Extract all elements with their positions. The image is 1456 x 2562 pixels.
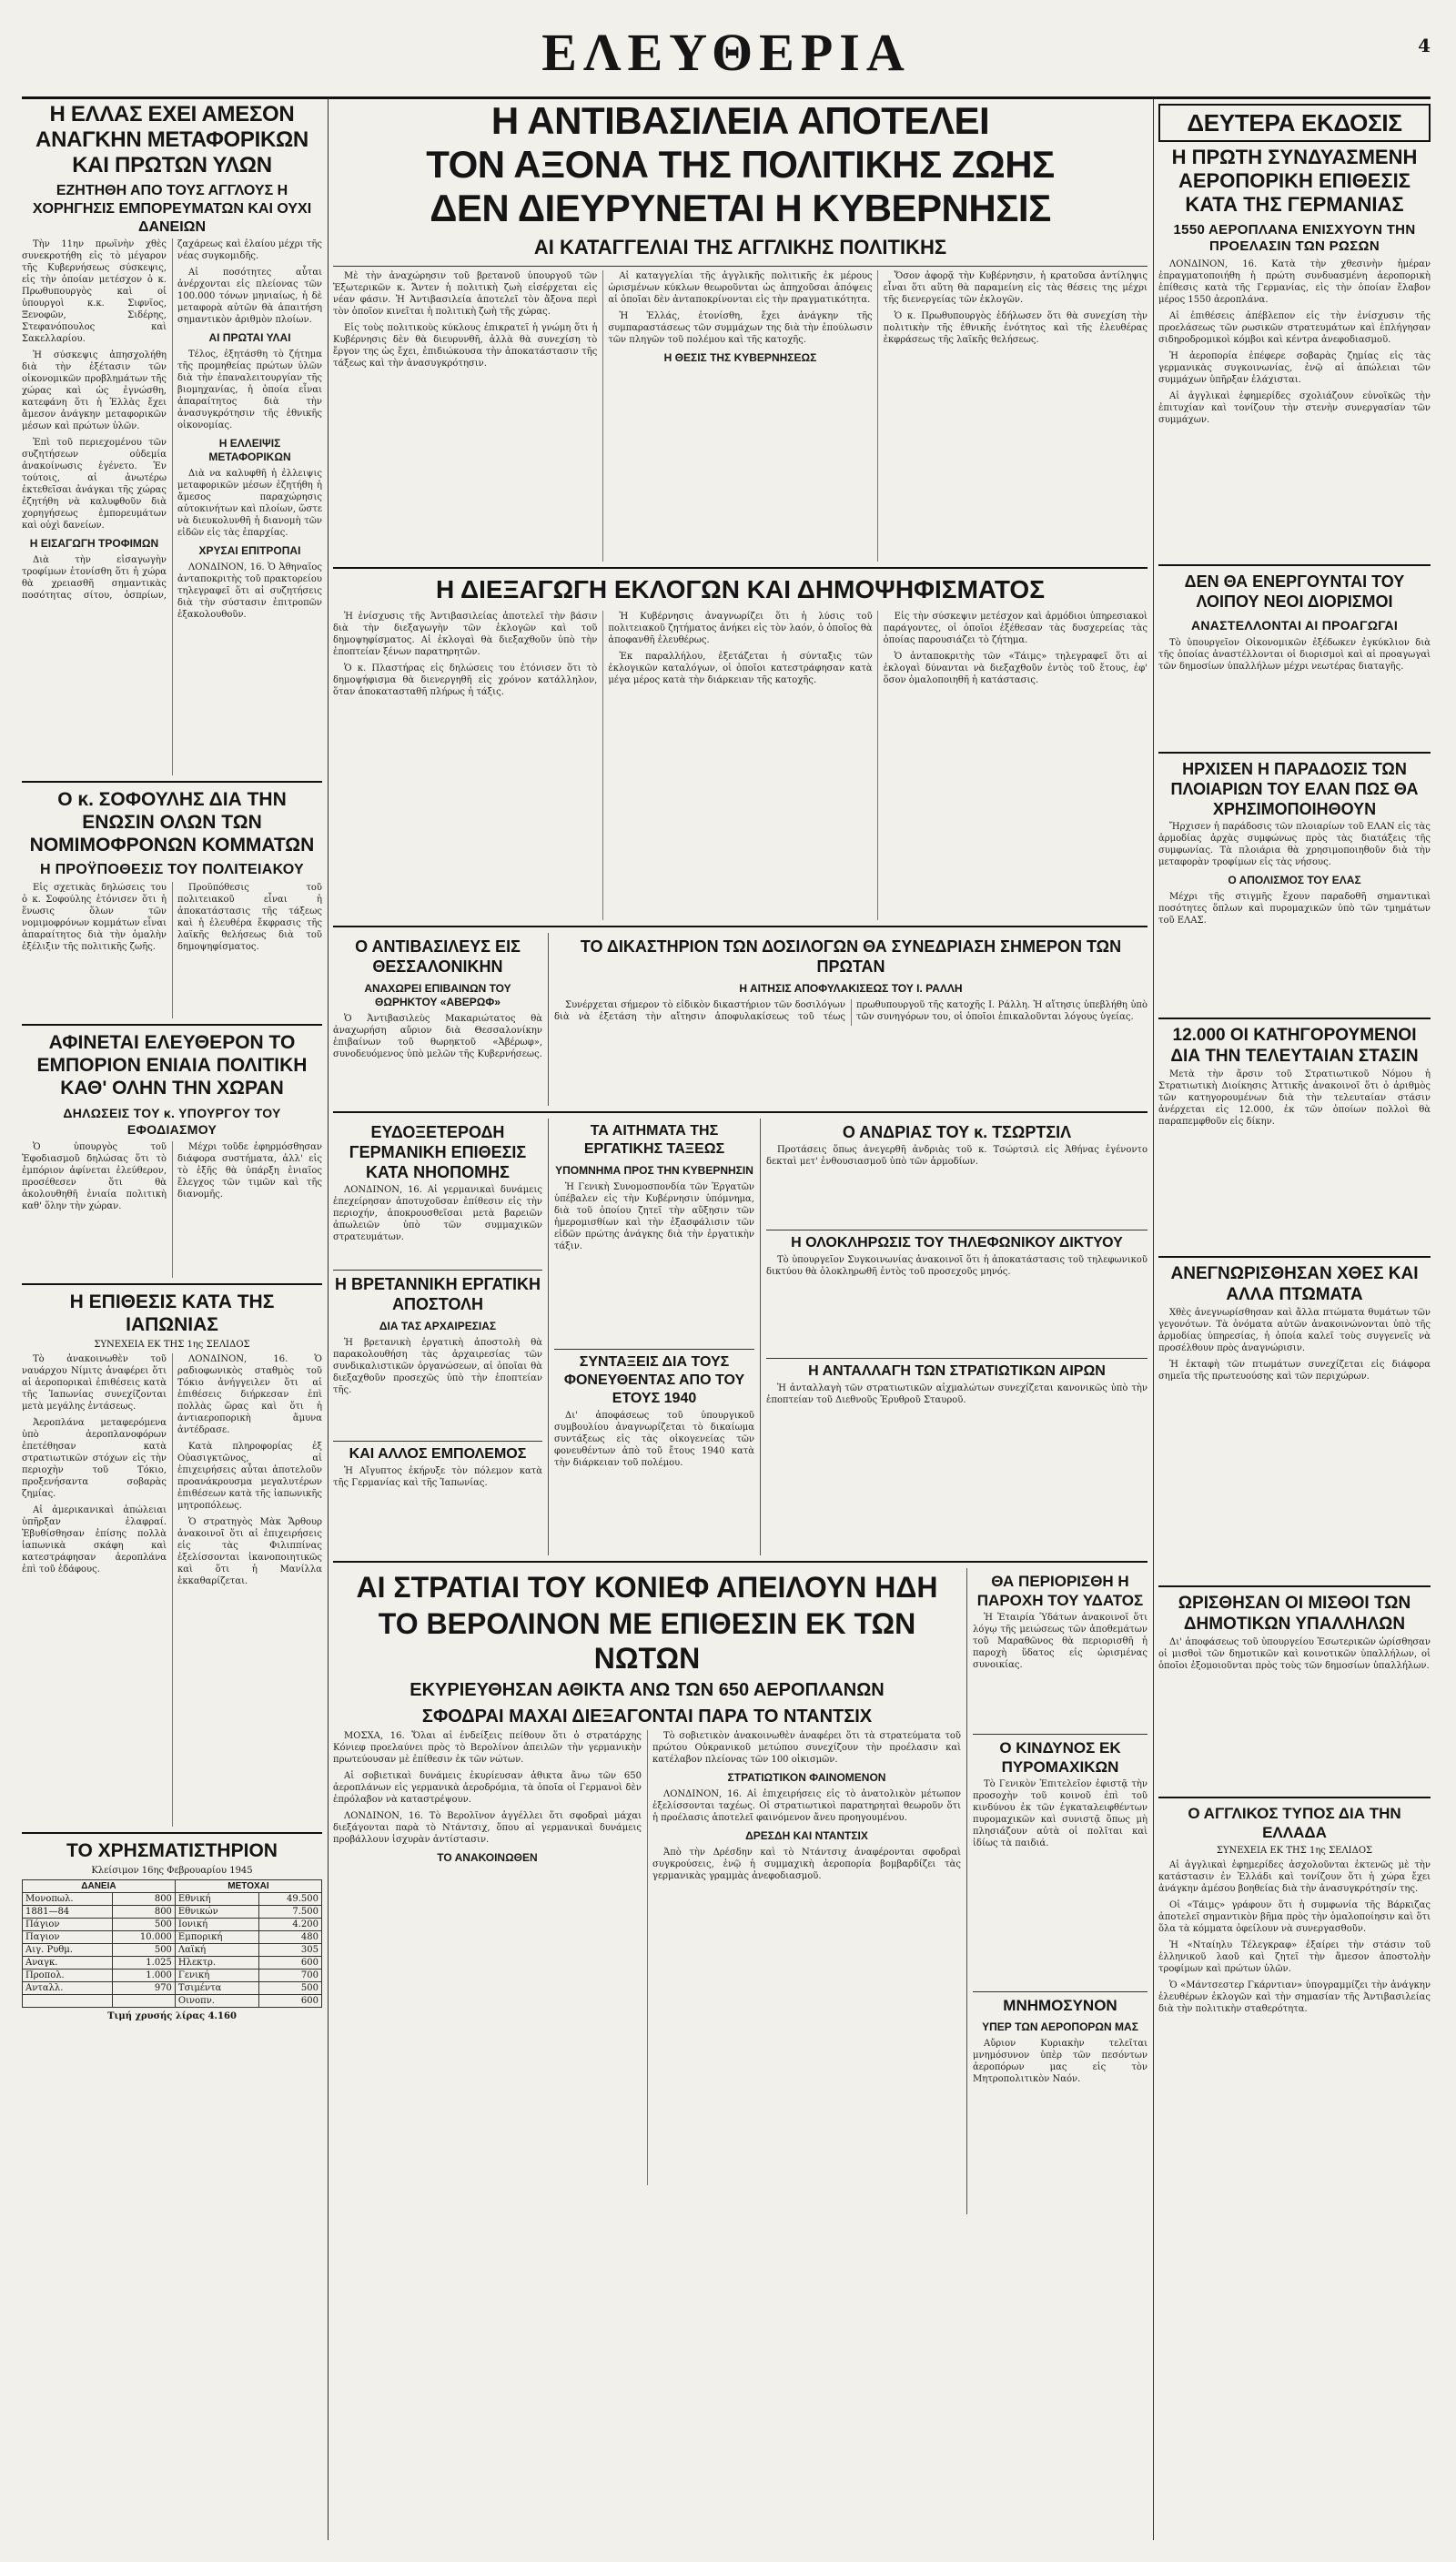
table-row [23,1906,322,1919]
center-column [333,98,1148,2540]
news-item [966,1568,1148,2214]
article-body: Ἡ Ἑταιρία Ὑδάτων ἀνακοινοῖ ὅτι λόγῳ τῆς μειώσεως τῶν ἀποθεμάτων τοῦ Μαραθῶνος θὰ περιορισθῆ ἡ παροχὴ ὕδατος εἰς ὡρισμένας συνοικίας. [973,1613,1148,1670]
price-cell: 1.025 [112,1957,175,1970]
article-headline: Ο ΑΝΤΙΒΑΣΙΛΕΥΣ ΕΙΣ ΘΕΣΣΑΛΟΝΙΚΗΝ [355,937,521,976]
security-name-cell: Ανταλλ. [23,1982,113,1995]
article-headline: Η ΔΙΕΞΑΓΩΓΗ ΕΚΛΟΓΩΝ ΚΑΙ ΔΗΜΟΨΗΦΙΣΜΑΤΟΣ [435,575,1046,603]
security-name-cell [23,1995,113,2008]
article-headline: ΩΡΙΣΘΗΣΑΝ ΟΙ ΜΙΣΘΟΙ ΤΩΝ ΔΗΜΟΤΙΚΩΝ ΥΠΑΛΛΗΛΩΝ [1178,1594,1411,1634]
table-row [23,1893,322,1906]
exchange-table [22,1879,322,2008]
security-name-cell: Μονοπωλ. [23,1893,113,1906]
news-row [333,933,1148,1106]
lead-war-story [333,1568,966,2214]
article-body: ΛΟΝΔΙΝΟΝ, 16. Κατὰ τὴν χθεσινὴν ἡμέραν ἐπραγματοποιήθη ἡ πρώτη συνδυασμένη ἀεροπορικὴ ἐπίθεσις κατὰ τῆς Γερμανίας, εἰς τὴν ὁποίαν ἔλαβον μέρος 1550 ἀεροπλάνα. Αἱ ἐπιθέσεις ἀπέβλεπον εἰς τὴν ἐνίσχυσιν τῆς προελάσεως τῶν ρωσικῶν στρατευμάτων καὶ ἐπλήγησαν σιδηροδρομικοὶ κόμβοι καὶ κέντρα ἀνεφοδιασμοῦ. Ἡ ἀεροπορία ἐπέφερε σοβαρὰς ζημίας εἰς τὰς γερμανικὰς συγκοινωνίας, ἐνῷ αἱ ἀπώλειαι τῶν συμμάχων ὑπῆρξαν ἐλάχισται. Αἱ ἀγγλικαὶ ἐφημερίδες σχολιάζουν εὐνοϊκῶς τὴν ἐπιτυχίαν καὶ τονίζουν τὴν στενὴν συνεργασίαν τῶν συμμάχων. [1158,259,1431,425]
lead-subheadline: ΑΙ ΚΑΤΑΓΓΕΛΙΑΙ ΤΗΣ ΑΓΓΛΙΚΗΣ ΠΟΛΙΤΙΚΗΣ [533,236,947,258]
article-subheadline: ΔΗΛΩΣΕΙΣ ΤΟΥ κ. ΥΠΟΥΡΓΟΥ ΤΟΥ ΕΦΟΔΙΑΣΜΟΥ [63,1106,281,1137]
right-column [1158,98,1431,2540]
article-headline: ΤΟ ΒΕΡΟΛΙΝΟΝ ΜΕ ΕΠΙΘΕΣΙΝ ΕΚ ΤΩΝ ΝΩΤΩΝ [378,1607,916,1675]
article-body: Χθὲς ἀνεγνωρίσθησαν καὶ ἄλλα πτώματα θυμάτων τῶν γεγονότων. Τὰ ὀνόματα αὐτῶν ἀνακοινώνονται ὑπὸ τῆς ἁρμοδίας ὑπηρεσίας, ἡ ὁποία καλεῖ τοὺς συγγενεῖς νὰ προσέλθουν πρὸς ἀναγνώρισιν. Ἡ ἐκταφὴ τῶν πτωμάτων συνεχίζεται εἰς διάφορα σημεῖα τῆς πρωτευούσης καὶ τῶν περιχώρων. [1158,1308,1431,1382]
section-heading: ΔΡΕΣΔΗ ΚΑΙ ΝΤΑΝΤΣΙΧ [745,1829,868,1842]
news-item [333,933,548,1106]
table-row [23,1919,322,1931]
article-headline: Η ΕΠΙΘΕΣΙΣ ΚΑΤΑ ΤΗΣ ΙΑΠΩΝΙΑΣ [69,1291,275,1335]
table-row [23,1957,322,1970]
divider [333,567,1148,569]
table-row [23,1995,322,2008]
price-cell: 1.000 [112,1970,175,1982]
table-row [23,1982,322,1995]
article-body: Αἱ ἀγγλικαὶ ἐφημερίδες ἀσχολοῦνται ἐκτενῶς μὲ τὴν κατάστασιν ἐν Ἑλλάδι καὶ τονίζουν ὅτι ἡ χώρα ἔχει ἀνάγκην ἀμέσου βοηθείας διὰ τὴν ἀνασυγκρότησίν της. Οἱ «Τάιμς» γράφουν ὅτι ἡ συμφωνία τῆς Βάρκιζας ἀποτελεῖ σημαντικὸν βῆμα πρὸς τὴν ὁμαλοποίησιν καὶ ὅτι ὅλα τὰ κόμματα ὀφείλουν νὰ συνεργασθοῦν. Ἡ «Νταίηλυ Τέλεγκραφ» ἐξαίρει τὴν στάσιν τοῦ ἑλληνικοῦ λαοῦ καὶ ζητεῖ τὴν ἄμεσον ἀποστολὴν τροφίμων καὶ πρώτων ὑλῶν. Ὁ «Μάντσεστερ Γκάρντιαν» ὑπογραμμίζει τὴν ἀνάγκην ἐλευθέρων ἐκλογῶν καὶ τὴν σημασίαν τῆς Ἀντιβασιλείας διὰ τὴν πολιτικὴν σταθερότητα. [1158,1860,1431,2014]
article-body: Δι' ἀποφάσεως τοῦ ὑπουργικοῦ συμβουλίου ἀναγνωρίζεται τὸ δικαίωμα συντάξεως εἰς τὰς οἰκογενείας τῶν φονευθέντων ἀπὸ τοῦ ἔτους 1940 κατὰ τὴν διάρκειαν τοῦ πολέμου. [554,1411,754,1468]
divider [766,1358,1148,1359]
security-name-cell: Τσιμέντα [175,1982,258,1995]
table-row [23,1931,322,1944]
article-body: Τὸ ὑπουργεῖον Οἰκονομικῶν ἐξέδωκεν ἐγκύκλιον διὰ τῆς ὁποίας ἀναστέλλονται οἱ διορισμοὶ καὶ αἱ προαγωγαὶ τῶν δημοσίων ὑπαλλήλων μέχρι νεωτέρας διαταγῆς. [1158,638,1431,672]
price-cell: 700 [258,1970,321,1982]
article-subheadline: ΑΝΑΧΩΡΕΙ ΕΠΙΒΑΙΝΩΝ ΤΟΥ ΘΩΡΗΚΤΟΥ «ΑΒΕΡΩΦ» [364,982,511,1008]
article-subheadline: ΑΝΑΣΤΕΛΛΟΝΤΑΙ ΑΙ ΠΡΟΑΓΩΓΑΙ [1190,618,1399,633]
article-body: Ὁ Ἀντιβασιλεὺς Μακαριώτατος θὰ ἀναχωρήση αὔριον διὰ Θεσσαλονίκην ἐπιβαίνων τοῦ θωρηκτοῦ «Ἀβέρωφ», συνοδευόμενος ὑπὸ μελῶν τῆς Κυβερνήσεως. [333,1014,542,1059]
article-body: Ἤρχισεν ἡ παράδοσις τῶν πλοιαρίων τοῦ ΕΛΑΝ εἰς τὰς ἁρμοδίας ἀρχὰς συμφώνως πρὸς τὰς διατάξεις τῆς συμφωνίας. Τὰ πλοιάρια θὰ χρησιμοποιηθοῦν διὰ τὴν μεταφορὰν τροφίμων εἰς τὰς νήσους. Ο ΑΠΟΛΙΣΜΟΣ ΤΟΥ ΕΛΑΣ Μέχρι τῆς στιγμῆς ἔχουν παραδοθῆ σημαντικαὶ ποσότητες ὅπλων καὶ πυρομαχικῶν ὑπὸ τῶν τμημάτων τοῦ ΕΛΑΣ. [1158,822,1431,926]
price-cell [112,1995,175,2008]
divider [333,266,1148,267]
column-divider [1153,98,1154,2540]
divider [1158,1797,1431,1798]
continuation-note: ΣΥΝΕΧΕΙΑ ΕΚ ΤΗΣ 1ης ΣΕΛΙΔΟΣ [1216,1846,1373,1856]
security-name-cell: Παγιον [23,1931,113,1944]
article-body: Τὸ ὑπουργεῖον Συγκοινωνίας ἀνακοινοῖ ὅτι ἡ ἀποκατάστασις τοῦ τηλεφωνικοῦ δικτύου θὰ ὁλοκληρωθῆ ἐντὸς τοῦ προσεχοῦς μηνός. [766,1255,1148,1277]
price-cell: 800 [112,1893,175,1906]
article-headline: ΕΥΔΟΞΕΤΕΡΟΔΗ ΓΕΡΜΑΝΙΚΗ ΕΠΙΘΕΣΙΣ ΚΑΤΑ ΝΗΟΠΟΜΗΣ [349,1123,527,1181]
table-header: ΜΕΤΟΧΑΙ [175,1880,321,1893]
gold-sovereign-price: Τιμή χρυσής λίρας 4.160 [107,2011,237,2021]
divider [333,1441,542,1442]
article-subheadline: ΔΙΑ ΤΑΣ ΑΡΧΑΙΡΕΣΙΑΣ [379,1320,497,1332]
divider [1158,1256,1431,1258]
article-headline: Η ΒΡΕΤΑΝΝΙΚΗ ΕΡΓΑΤΙΚΗ ΑΠΟΣΤΟΛΗ [334,1275,541,1313]
news-row [333,1119,1148,1555]
security-name-cell: 1881—84 [23,1906,113,1919]
masthead [22,9,1431,99]
table-row [23,1944,322,1957]
security-name-cell: Οινοπν. [175,1995,258,2008]
price-cell: 305 [258,1944,321,1957]
divider [333,1270,542,1271]
divider [22,1024,322,1026]
article-body: ΜΟΣΧΑ, 16. Ὅλαι αἱ ἐνδείξεις πείθουν ὅτι ὁ στρατάρχης Κόνιεφ προελαύνει πρὸς τὸ Βερολίνον ἀπειλῶν τὴν γερμανικὴν πρωτεύουσαν μὲ ἐπίθεσιν ἐκ τῶν νώτων. Αἱ σοβιετικαὶ δυνάμεις ἐκυρίευσαν ἀθικτα ἄνω τῶν 650 ἀεροπλάνων εἰς γερμανικὰ ἀεροδρόμια, τὰ ὁποῖα οἱ Γερμανοὶ δὲν ἐπρόλαβον νὰ καταστρέψουν. ΛΟΝΔΙΝΟΝ, 16. Τὸ Βερολῖνον ἀγγέλλει ὅτι σφοδραὶ μάχαι διεξάγονται παρὰ τὸ Ντάντσιχ, ὅπου αἱ γερμανικαὶ δυνάμεις προβάλλουν ἰσχυρὰν ἀντίστασιν. ΤΟ ΑΝΑΚΟΙΝΩΘΕΝ Τὸ σοβιετικὸν ἀνακοινωθὲν ἀναφέρει ὅτι τὰ στρατεύματα τοῦ πρώτου Οὐκρανικοῦ μετώπου συνεχίζουν τὴν προέλασιν καὶ κατέλαβον πλείονας τῶν 100 οἰκισμῶν. ΣΤΡΑΤΙΩΤΙΚΟΝ ΦΑΙΝΟΜΕΝΟΝ ΛΟΝΔΙΝΟΝ, 16. Αἱ ἐπιχειρήσεις εἰς τὸ ἀνατολικὸν μέτωπον ἐξελίσσονται ταχέως. Οἱ στρατιωτικοὶ παρατηρηταὶ θεωροῦν ὅτι ἡ προέλασις ἀποτελεῖ φαινόμενον ἄνευ προηγουμένου. ΔΡΕΣΔΗ ΚΑΙ ΝΤΑΝΤΣΙΧ Ἀπὸ τὴν Δρέσδην καὶ τὸ Ντάντσιχ ἀναφέρονται σφοδραὶ συγκρούσεις, ἐνῷ ἡ συμμαχικὴ ἀεροπορία βομβαρδίζει τὰς γερμανικὰς γραμμὰς ἀνεφοδιασμοῦ. [333,1731,961,1881]
article-headline: Η ΟΛΟΚΛΗΡΩΣΙΣ ΤΟΥ ΤΗΛΕΦΩΝΙΚΟΥ ΔΙΚΤΥΟΥ [791,1235,1123,1251]
section-heading: Η ΕΙΣΑΓΩΓΗ ΤΡΟΦΙΜΩΝ [29,537,159,550]
article-headline: ΗΡΧΙΣΕΝ Η ΠΑΡΑΔΟΣΙΣ ΤΩΝ ΠΛΟΙΑΡΙΩΝ ΤΟΥ ΕΛΑΝ ΠΩΣ ΘΑ ΧΡΗΣΙΜΟΠΟΙΗΘΟΥΝ [1170,760,1419,818]
article-body: Τὸ Γενικὸν Ἐπιτελεῖον ἐφιστᾷ τὴν προσοχὴν τοῦ κοινοῦ ἐπὶ τοῦ κινδύνου ἐκ τῶν ἐγκαταλειφθέντων πυρομαχικῶν καὶ συνιστᾷ ὅπως μὴ πλησιάζουν αὐτὰ οἱ πολῖται καὶ ἰδίως τὰ παιδιά. [973,1779,1148,1848]
news-item [760,1119,1148,1555]
price-cell: 10.000 [112,1931,175,1944]
price-cell: 970 [112,1982,175,1995]
divider [554,1349,754,1350]
price-cell: 4.200 [258,1919,321,1931]
newspaper-title: ΕΛΕΥΘΕΡΙΑ [541,23,911,82]
price-cell: 480 [258,1931,321,1944]
article-headline: Ο ΑΓΓΛΙΚΟΣ ΤΥΠΟΣ ΔΙΑ ΤΗΝ ΕΛΛΑΔΑ [1188,1805,1401,1841]
columns [22,98,1431,2540]
section-heading: Η ΕΛΛΕΙΨΙΣ ΜΕΤΑΦΟΡΙΚΩΝ [208,437,291,463]
price-cell: 500 [258,1982,321,1995]
exchange-date: Κλείσιμον 16ης Φεβρουαρίου 1945 [91,1866,253,1876]
article-headline: ΜΝΗΜΟΣΥΝΟΝ [1003,1997,1117,2014]
article-headline: ΑΦΙΝΕΤΑΙ ΕΛΕΥΘΕΡΟΝ ΤΟ ΕΜΠΟΡΙΟΝ ΕΝΙΑΙΑ ΠΟΛΙΤΙΚΗ ΚΑΘ' ΟΛΗΝ ΤΗΝ ΧΩΡΑΝ [36,1032,308,1099]
price-cell: 500 [112,1919,175,1931]
article-headline: ΤΟ ΔΙΚΑΣΤΗΡΙΟΝ ΤΩΝ ΔΟΣΙΛΟΓΩΝ ΘΑ ΣΥΝΕΔΡΙΑΣΗ ΣΗΜΕΡΟΝ ΤΩΝ ΠΡΩΤΑΝ [580,937,1122,976]
article-headline: ΤΑ ΑΙΤΗΜΑΤΑ ΤΗΣ ΕΡΓΑΤΙΚΗΣ ΤΑΞΕΩΣ [583,1123,725,1157]
left-column [22,98,322,2540]
article-body: Μετὰ τὴν ἄρσιν τοῦ Στρατιωτικοῦ Νόμου ἡ Στρατιωτικὴ Διοίκησις Ἀττικῆς ἀνακοινοῖ ὅτι ὁ ἀριθμὸς τῶν κατηγορουμένων διὰ τὴν τελευταίαν στάσιν ἀνέρχεται εἰς 12.000, ἐκ τῶν ὁποίων πολλοὶ θὰ παραπεμφθοῦν εἰς δίκην. [1158,1069,1431,1127]
security-name-cell: Γενική [175,1970,258,1982]
security-name-cell: Εμπορική [175,1931,258,1944]
section-heading: ΧΡΥΣΑΙ ΕΠΙΤΡΟΠΑΙ [198,544,301,557]
article-headline: ΑΙ ΣΤΡΑΤΙΑΙ ΤΟΥ ΚΟΝΙΕΦ ΑΠΕΙΛΟΥΝ ΗΔΗ [356,1571,938,1604]
section-heading: Ο ΑΠΟΛΙΣΜΟΣ ΤΟΥ ΕΛΑΣ [1228,874,1361,886]
article-body: Αὔριον Κυριακὴν τελεῖται μνημόσυνον ὑπὲρ τῶν πεσόντων ἀεροπόρων μας εἰς τὸν Μητροπολιτικὸν Ναόν. [973,2039,1148,2084]
lead-headline-line: Η ΑΝΤΙΒΑΣΙΛΕΙΑ ΑΠΟΤΕΛΕΙ [490,99,990,142]
security-name-cell: Λαϊκή [175,1944,258,1957]
article-headline: ΔΕΝ ΘΑ ΕΝΕΡΓΟΥΝΤΑΙ ΤΟΥ ΛΟΙΠΟΥ ΝΕΟΙ ΔΙΟΡΙΣΜΟΙ [1184,572,1405,611]
price-cell: 800 [112,1906,175,1919]
article-body: Εἰς σχετικὰς δηλώσεις του ὁ κ. Σοφούλης ἐτόνισεν ὅτι ἡ ἕνωσις ὅλων τῶν νομιμοφρόνων κομμάτων εἶναι ἀπαραίτητος διὰ τὴν ὁμαλὴν ἐξέλιξιν τῆς πολιτικῆς ζωῆς. Προϋπόθεσις τοῦ πολιτειακοῦ εἶναι ἡ ἀποκατάστασις τῆς τάξεως καὶ ἡ ἐλευθέρα ἔκφρασις τῆς λαϊκῆς θελήσεως διὰ τοῦ δημοψηφίσματος. [22,883,322,952]
article-subheadline: ΕΚΥΡΙΕΥΘΗΣΑΝ ΑΘΙΚΤΑ ΑΝΩ ΤΩΝ 650 ΑΕΡΟΠΛΑΝΩΝ [410,1680,885,1700]
divider [1158,1585,1431,1587]
security-name-cell: Πάγιον [23,1919,113,1931]
column-divider [328,98,329,2540]
article-headline: Η ΑΝΤΑΛΛΑΓΗ ΤΩΝ ΣΤΡΑΤΙΩΤΙΚΩΝ ΑΙΡΩΝ [808,1363,1106,1379]
exchange-title: ΤΟ ΧΡΗΣΜΑΤΙΣΤΗΡΙΟΝ [66,1840,278,1861]
article-subheadline: ΣΦΟΔΡΑΙ ΜΑΧΑΙ ΔΙΕΞΑΓΟΝΤΑΙ ΠΑΡΑ ΤΟ ΝΤΑΝΤΣΙΧ [421,1706,873,1727]
article-headline: ΑΝΕΓΝΩΡΙΣΘΗΣΑΝ ΧΘΕΣ ΚΑΙ ΑΛΛΑ ΠΤΩΜΑΤΑ [1170,1264,1419,1304]
table-header: ΔΑΝΕΙΑ [23,1880,176,1893]
news-item [548,933,1148,1106]
article-subheadline: Η ΠΡΟΫΠΟΘΕΣΙΣ ΤΟΥ ΠΟΛΙΤΕΙΑΚΟΥ [39,862,305,877]
divider [22,781,322,783]
price-cell: 49.500 [258,1893,321,1906]
article-body: Ἡ βρετανικὴ ἐργατικὴ ἀποστολὴ θὰ παρακολουθήση τὰς ἀρχαιρεσίας τῶν συνδικαλιστικῶν ὀργανώσεων, αἱ ὁποῖαι θὰ διεξαχθοῦν προσεχῶς ὑπὸ τὴν ἐποπτείαν τῆς. [333,1338,542,1395]
article-body: Ὁ ὑπουργὸς τοῦ Ἐφοδιασμοῦ δηλώσας ὅτι τὸ ἐμπόριον ἀφίνεται ἐλεύθερον, προσέθεσεν ὅτι θὰ ἀκολουθηθῆ ἑνιαία πολιτικὴ καθ' ὅλην τὴν χώραν. Μέχρι τοῦδε ἐφηρμόσθησαν διάφορα συστήματα, ἀλλ' εἰς τὸ ἑξῆς θὰ ὑπάρξη ἑνιαῖος ἔλεγχος τῶν τιμῶν καὶ τῆς διανομῆς. [22,1142,322,1211]
article-subheadline: 1550 ΑΕΡΟΠΛΑΝΑ ΕΝΙΣΧΥΟΥΝ ΤΗΝ ΠΡΟΕΛΑΣΙΝ ΤΩΝ ΡΩΣΩΝ [1173,222,1416,254]
article-body: Τὴν 11ην πρωϊνὴν χθὲς συνεκροτήθη εἰς τὸ μέγαρον τῆς Κυβερνήσεως σύσκεψις, εἰς τὴν ὁποίαν μετέσχον ὁ κ. Πρωθυπουργὸς καὶ οἱ ὑπουργοὶ κ.κ. Σιφνῖος, Ξενοφῶν, Σιδέρης, Στεφανόπουλος καὶ Σακελλαρίου. Ἡ σύσκεψις ἀπησχολήθη διὰ τὴν ἐξέτασιν τῶν οἰκονομικῶν προβλημάτων τῆς χώρας καὶ ὡς ἐγνώσθη, κατεφάνη ὅτι ἡ Ἑλλὰς ἔχει ἄμεσον ἀνάγκην μεταφορικῶν μέσων καὶ πρώτων ὑλῶν. Ἐπὶ τοῦ περιεχομένου τῶν συζητήσεων οὐδεμία ἀνακοίνωσις ἐγένετο. Ἐν τούτοις, αἱ ἀνωτέρω ἐκτεθεῖσαι ἀνάγκαι τῆς χώρας ἐζητήθη νὰ καλυφθοῦν διὰ χορηγήσεως ἐμπορευμάτων καὶ οὐχὶ δανείων. Η ΕΙΣΑΓΩΓΗ ΤΡΟΦΙΜΩΝ Διὰ τὴν εἰσαγωγὴν τροφίμων ἐτονίσθη ὅτι ἡ χώρα θὰ χρειασθῆ σημαντικὰς ποσότητας σίτου, ὀσπρίων, ζαχάρεως καὶ ἐλαίου μέχρι τῆς νέας συγκομιδῆς. Αἱ ποσότητες αὗται ἀνέρχονται εἰς πλείονας τῶν 100.000 τόνων μηνιαίως, ἡ δὲ μεταφορὰ αὐτῶν θὰ ἀπαιτήση σημαντικὸν ἀριθμὸν πλοίων. ΑΙ ΠΡΩΤΑΙ ΥΛΑΙ Τέλος, ἐξητάσθη τὸ ζήτημα τῆς προμηθείας πρώτων ὑλῶν διὰ τὴν ἐπαναλειτουργίαν τῆς βιομηχανίας, ἡ ὁποία εἶναι ἀπαραίτητος διὰ τὴν ἀνασυγκρότησιν τῆς ἐθνικῆς οἰκονομίας. Η ΕΛΛΕΙΨΙΣ ΜΕΤΑΦΟΡΙΚΩΝ Διὰ να καλυφθῆ ἡ ἐλλειψις μεταφορικῶν μέσων ἐζητήθη ἡ ἄμεσος παραχώρησις αὐτοκινήτων καὶ πλοίων, ὥστε νὰ διευκολυνθῆ ἡ διανομὴ τῶν εἰδῶν εἰς τὰς ἐπαρχίας. ΧΡΥΣΑΙ ΕΠΙΤΡΟΠΑΙ ΛΟΝΔΙΝΟΝ, 16. Ὁ Ἀθηναῖος ἀνταποκριτὴς τοῦ πρακτορείου τηλεγραφεῖ ὅτι αἱ συζητήσεις διὰ τὴν σύστασιν ἐπιτροπῶν ἐξακολουθοῦν. [22,239,322,620]
divider [973,1991,1148,1992]
security-name-cell: Ιονική [175,1919,258,1931]
article-body: Συνέρχεται σήμερον τὸ εἰδικὸν δικαστήριον τῶν δοσιλόγων διὰ νὰ ἐξετάση τὴν αἴτησιν ἀποφυλακίσεως τοῦ τέως πρωθυπουργοῦ τῆς κατοχῆς Ι. Ράλλη. Ἡ αἴτησις ὑπεβλήθη ὑπὸ τῶν συνηγόρων του, οἱ ὁποῖοι ἐπικαλοῦνται λόγους ὑγείας. [554,1000,1148,1022]
article-body: Μὲ τὴν ἀναχώρησιν τοῦ βρετανοῦ ὑπουργοῦ τῶν Ἐξωτερικῶν κ. Ἄντεν ἡ πολιτικὴ ζωὴ εἰσέρχεται εἰς νέαν φάσιν. Ἡ Ἀντιβασιλεία ἀποτελεῖ τὸν ἄξονα περὶ τὸν ὁποῖον κινεῖται ἡ πολιτικὴ ζωὴ τῆς χώρας. Εἰς τοὺς πολιτικοὺς κύκλους ἐπικρατεῖ ἡ γνώμη ὅτι ἡ Κυβέρνησις δὲν θὰ διευρυνθῆ, ἀλλὰ θὰ συνεχίση τὸ ἔργον της ὡς ἔχει, ἐπιδιώκουσα τὴν ἀποκατάστασιν τῆς τάξεως καὶ τὴν ἀνασυγκρότησιν. Αἱ καταγγελίαι τῆς ἀγγλικῆς πολιτικῆς ἐκ μέρους ὡρισμένων κύκλων θεωροῦνται ὡς ἀπηχοῦσαι ἀπόψεις αἱ ὁποῖαι δὲν ἀνταποκρίνονται εἰς τὴν πραγματικότητα. Ἡ Ἑλλάς, ἐτονίσθη, ἔχει ἀνάγκην τῆς συμπαραστάσεως τῶν συμμάχων της διὰ τὴν ἐπούλωσιν τῶν πληγῶν τοῦ πολέμου καὶ τῆς κατοχῆς. Η ΘΕΣΙΣ ΤΗΣ ΚΥΒΕΡΝΗΣΕΩΣ Ὅσον ἀφορᾷ τὴν Κυβέρνησιν, ἡ κρατοῦσα ἀντίληψις εἶναι ὅτι αὕτη θὰ παραμείνη εἰς τὰς θέσεις της μέχρι τῆς διενεργείας τῶν ἐκλογῶν. Ὁ κ. Πρωθυπουργὸς ἐδήλωσεν ὅτι θὰ συνεχίση τὴν πολιτικὴν τῆς ἐθνικῆς ἑνότητος καὶ τῆς ἐλευθέρας ἐκφράσεως τῆς λαϊκῆς θελήσεως. [333,271,1148,369]
page-number: 4 [1418,35,1431,56]
article-body: Τὸ ἀνακοινωθὲν τοῦ ναυάρχου Νίμιτς ἀναφέρει ὅτι αἱ ἀεροπορικαὶ ἐπιθέσεις κατὰ τῆς Ἰαπωνίας συνεχίζονται μετὰ μεγάλης ἐντάσεως. Ἀεροπλάνα μεταφερόμενα ὑπὸ ἀεροπλανοφόρων ἐπετέθησαν κατὰ στρατιωτικῶν στόχων εἰς τὴν περιοχὴν τοῦ Τόκιο, προξενήσαντα σοβαρὰς ζημίας. Αἱ ἀμερικανικαὶ ἀπώλειαι ὑπῆρξαν ἐλαφραί. Ἐβυθίσθησαν ἐπίσης πολλὰ ἰαπωνικὰ σκάφη καὶ κατεστράφησαν ἀεροπλάνα ἐπὶ τοῦ ἐδάφους. ΛΟΝΔΙΝΟΝ, 16. Ὁ ραδιοφωνικὸς σταθμὸς τοῦ Τόκιο ἀνήγγειλεν ὅτι αἱ ἐπιθέσεις διήρκεσαν ἐπὶ πολλὰς ὥρας καὶ ὅτι ἡ ἀντιαεροπορικὴ ἄμυνα ἀντέδρασε. Κατὰ πληροφορίας ἐξ Οὐασιγκτῶνος, αἱ ἐπιχειρήσεις αὗται ἀποτελοῦν προανάκρουσμα μεγαλυτέρων ἐπιθέσεων κατὰ τῆς ἰαπωνικῆς μητροπόλεως. Ὁ στρατηγὸς Μὰκ Ἄρθουρ ἀνακοινοῖ ὅτι αἱ ἐπιχειρήσεις εἰς τὰς Φιλιππίνας ἐξελίσσονται ἱκανοποιητικῶς καὶ ὅτι ἡ Μανίλλα ἐκκαθαρίζεται. [22,1354,322,1586]
news-row [333,1568,1148,2214]
article-subheadline: ΕΖΗΤΗΘΗ ΑΠΟ ΤΟΥΣ ΑΓΓΛΟΥΣ Η ΧΟΡΗΓΗΣΙΣ ΕΜΠΟΡΕΥΜΑΤΩΝ ΚΑΙ ΟΥΧΙ ΔΑΝΕΙΩΝ [32,183,312,235]
continuation-note: ΣΥΝΕΧΕΙΑ ΕΚ ΤΗΣ 1ης ΣΕΛΙΔΟΣ [94,1340,250,1350]
lead-headline-line: ΤΟΝ ΑΞΟΝΑ ΤΗΣ ΠΟΛΙΤΙΚΗΣ ΖΩΗΣ [426,143,1055,186]
article-body: Ἡ ἀνταλλαγὴ τῶν στρατιωτικῶν αἰχμαλώτων συνεχίζεται κανονικῶς ὑπὸ τὴν ἐποπτείαν τοῦ Διεθνοῦς Ἐρυθροῦ Σταυροῦ. [766,1383,1148,1405]
section-heading: ΤΟ ΑΝΑΚΟΙΝΩΘΕΝ [437,1851,538,1864]
divider [333,1111,1148,1113]
article-headline: ΚΑΙ ΑΛΛΟΣ ΕΜΠΟΛΕΜΟΣ [349,1446,527,1462]
security-name-cell: Αναγκ. [23,1957,113,1970]
article-headline: 12.000 ΟΙ ΚΑΤΗΓΟΡΟΥΜΕΝΟΙ ΔΙΑ ΤΗΝ ΤΕΛΕΥΤΑΙΑΝ ΣΤΑΣΙΝ [1170,1026,1419,1066]
article-headline: Η ΠΡΩΤΗ ΣΥΝΔΥΑΣΜΕΝΗ ΑΕΡΟΠΟΡΙΚΗ ΕΠΙΘΕΣΙΣ ΚΑΤΑ ΤΗΣ ΓΕΡΜΑΝΙΑΣ [1171,146,1418,216]
security-name-cell: Ηλεκτρ. [175,1957,258,1970]
divider [1158,564,1431,566]
divider [333,926,1148,927]
divider [333,1561,1148,1563]
article-headline: Ο ΚΙΝΔΥΝΟΣ ΕΚ ΠΥΡΟΜΑΧΙΚΩΝ [999,1739,1121,1776]
divider [22,1283,322,1285]
article-headline: Ο κ. ΣΟΦΟΥΛΗΣ ΔΙΑ ΤΗΝ ΕΝΩΣΙΝ ΟΛΩΝ ΤΩΝ ΝΟΜΙΜΟΦΡΟΝΩΝ ΚΟΜΜΑΤΩΝ [29,789,315,856]
article-body: Ἡ ἐνίσχυσις τῆς Ἀντιβασιλείας ἀποτελεῖ τὴν βάσιν διὰ τὴν διεξαγωγὴν τῶν ἐκλογῶν καὶ τοῦ δημοψηφίσματος. Αἱ ἐκλογαὶ θὰ διεξαχθοῦν ὑπὸ τὴν ἐποπτείαν ξένων παρατηρητῶν. Ὁ κ. Πλαστήρας εἰς δηλώσεις του ἐτόνισεν ὅτι τὸ δημοψήφισμα θὰ διενεργηθῆ εἰς χρόνον κατάλληλον, ὅταν ἀποκατασταθῆ πλήρως ἡ τάξις. Ἡ Κυβέρνησις ἀναγνωρίζει ὅτι ἡ λύσις τοῦ πολιτειακοῦ ζητήματος ἀνήκει εἰς τὸν λαόν, ὁ ὁποῖος θὰ ἀποφανθῆ ἐλευθέρως. Ἐκ παραλλήλου, ἐξετάζεται ἡ σύνταξις τῶν ἐκλογικῶν καταλόγων, οἱ ὁποῖοι κατεστράφησαν κατὰ μέγα μέρος κατὰ τὴν διάρκειαν τῆς κατοχῆς. Εἰς τὴν σύσκεψιν μετέσχον καὶ ἀρμόδιοι ὑπηρεσιακοὶ παράγοντες, οἱ ὁποῖοι ἐξέθεσαν τὰς δυσχερείας τὰς ὁποίας παρουσιάζει τὸ ζήτημα. Ὁ ἀνταποκριτὴς τῶν «Τάιμς» τηλεγραφεῖ ὅτι αἱ ἐκλογαὶ δύνανται νὰ διεξαχθοῦν ἐντὸς τοῦ ἔτους, ἐφ' ὅσον ὁμαλοποιηθῆ ἡ κατάστασις. [333,612,1148,697]
article-subheadline: ΥΠΟΜΝΗΜΑ ΠΡΟΣ ΤΗΝ ΚΥΒΕΡΝΗΣΙΝ [555,1164,753,1177]
price-cell: 7.500 [258,1906,321,1919]
divider [22,1832,322,1834]
divider [1158,1018,1431,1019]
article-body: Ἡ Γενικὴ Συνομοσπονδία τῶν Ἐργατῶν ὑπέβαλεν εἰς τὴν Κυβέρνησιν ὑπόμνημα, διὰ τοῦ ὁποίου ζητεῖ τὴν αὔξησιν τῶν ἡμερομισθίων καὶ τὴν ἐξασφάλισιν τῶν εἰδῶν πρώτης ἀνάγκης διὰ τὴν ἐργατικὴν τάξιν. [554,1182,754,1251]
edition-label: ΔΕΥΤΕΡΑ ΕΚΔΟΣΙΣ [1158,104,1431,142]
article-body: ΛΟΝΔΙΝΟΝ, 16. Αἱ γερμανικαὶ δυνάμεις ἐπεχείρησαν ἀποτυχοῦσαν ἐπίθεσιν εἰς τὴν περιοχήν, ἀποκρουσθεῖσαι μετὰ βαρειῶν ἀπωλειῶν ὑπὸ τῶν συμμαχικῶν στρατευμάτων. [333,1185,542,1242]
table-row [23,1970,322,1982]
article-subheadline: ΥΠΕΡ ΤΩΝ ΑΕΡΟΠΟΡΩΝ ΜΑΣ [982,2020,1138,2033]
security-name-cell: Προπολ. [23,1970,113,1982]
security-name-cell: Εθνική [175,1893,258,1906]
divider [973,1734,1148,1735]
section-heading: Η ΘΕΣΙΣ ΤΗΣ ΚΥΒΕΡΝΗΣΕΩΣ [663,351,817,364]
section-heading: ΑΙ ΠΡΩΤΑΙ ΥΛΑΙ [208,331,291,344]
article-body: Προτάσεις ὅπως ἀνεγερθῆ ἀνδριὰς τοῦ κ. Τσώρτσιλ εἰς Ἀθήνας ἐγένοντο δεκταὶ μετ' ἐνθουσιασμοῦ ὑπὸ τῶν ἁρμοδίων. [766,1145,1148,1167]
article-subheadline: Η ΑΙΤΗΣΙΣ ΑΠΟΦΥΛΑΚΙΣΕΩΣ ΤΟΥ Ι. ΡΑΛΛΗ [739,982,963,995]
price-cell: 600 [258,1957,321,1970]
lead-headline-line: ΔΕΝ ΔΙΕΥΡΥΝΕΤΑΙ Η ΚΥΒΕΡΝΗΣΙΣ [430,187,1051,229]
article-headline: Η ΕΛΛΑΣ ΕΧΕΙ ΑΜΕΣΟΝ ΑΝΑΓΚΗΝ ΜΕΤΑΦΟΡΙΚΩΝ ΚΑΙ ΠΡΩΤΩΝ ΥΛΩΝ [35,102,308,177]
price-cell: 500 [112,1944,175,1957]
article-headline: ΘΑ ΠΕΡΙΟΡΙΣΘΗ Η ΠΑΡΟΧΗ ΤΟΥ ΥΔΑΤΟΣ [976,1573,1144,1609]
article-body: Δι' ἀποφάσεως τοῦ ὑπουργείου Ἐσωτερικῶν ὡρίσθησαν οἱ μισθοὶ τῶν δημοτικῶν καὶ κοινοτικῶν ὑπαλλήλων, οἱ ὁποῖοι ἐξομοιοῦνται πρὸς τοὺς τῶν δημοσίων ὑπαλλήλων. [1158,1637,1431,1671]
divider [1158,752,1431,754]
article-body: Ἡ Αἴγυπτος ἐκήρυξε τὸν πόλεμον κατὰ τῆς Γερμανίας καὶ τῆς Ἰαπωνίας. [333,1466,542,1488]
section-heading: ΣΤΡΑΤΙΩΤΙΚΟΝ ΦΑΙΝΟΜΕΝΟΝ [727,1771,886,1784]
news-item [333,1119,548,1555]
article-headline: ΣΥΝΤΑΞΕΙΣ ΔΙΑ ΤΟΥΣ ΦΟΝΕΥΘΕΝΤΑΣ ΑΠΟ ΤΟΥ ΕΤΟΥΣ 1940 [563,1354,745,1406]
security-name-cell: Εθνικών [175,1906,258,1919]
price-cell: 600 [258,1995,321,2008]
news-item [548,1119,760,1555]
article-headline: Ο ΑΝΔΡΙΑΣ ΤΟΥ κ. ΤΣΩΡΤΣΙΛ [842,1123,1072,1141]
security-name-cell: Αιγ. Ρυθμ. [23,1944,113,1957]
